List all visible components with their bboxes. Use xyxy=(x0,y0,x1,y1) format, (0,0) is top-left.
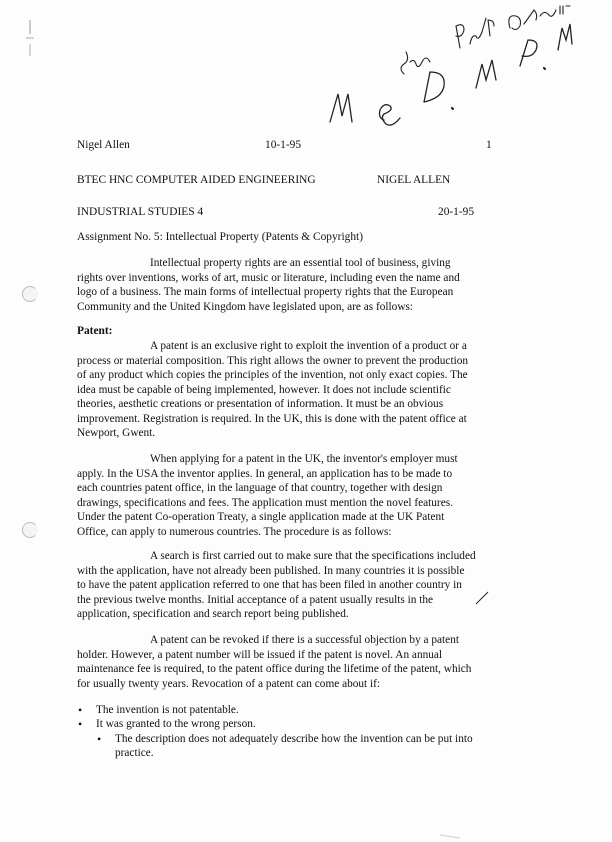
text-line: for usually twenty years. Revocation of a patent can come about if: xyxy=(77,677,381,690)
bullet-icon: • xyxy=(78,703,83,717)
bullet-icon: • xyxy=(78,717,83,731)
text-line: the previous twelve months. Initial acceptance of a patent usually results in the xyxy=(77,593,434,606)
bullet-item: The invention is not patentable. xyxy=(96,704,239,716)
text-line: rights over inventions, works of art, music or literature, including even the name and xyxy=(77,271,460,284)
text-line: logo of a business. The main forms of intellectual property rights that the European xyxy=(77,286,454,299)
text-line: A patent is an exclusive right to exploit the invention of a product or a xyxy=(150,340,467,352)
text-line: Office, can apply to numerous countries. The procedure is as follows: xyxy=(77,525,392,538)
due-date: 20-1-95 xyxy=(438,206,475,218)
handwriting-annotation-1 xyxy=(401,6,570,74)
text-line: A patent can be revoked if there is a successful objection by a patent xyxy=(150,634,459,646)
course-title: BTEC HNC COMPUTER AIDED ENGINEERING xyxy=(77,174,316,186)
text-line: Community and the United Kingdom have legislated upon, are as follows: xyxy=(77,300,414,313)
text-line: holder. However, a patent number will be issued if the patent is novel. An annual xyxy=(77,648,443,661)
handwriting-annotation-2 xyxy=(330,24,572,125)
text-line: improvement. Registration is required. In the UK, this is done with the patent office at xyxy=(77,412,467,425)
bullet-item: It was granted to the wrong person. xyxy=(96,718,256,730)
sub-bullet-item-line: practice. xyxy=(115,747,154,759)
text-line: maintenance fee is required, to the patent office during the lifetime of the patent, which xyxy=(77,663,472,676)
text-line: Under the patent Co-operation Treaty, a single application made at the UK Patent xyxy=(77,511,445,524)
module-title: INDUSTRIAL STUDIES 4 xyxy=(77,206,204,218)
assignment-title: Assignment No. 5: Intellectual Property (Patents & Copyright) xyxy=(77,231,363,243)
section-heading-patent: Patent: xyxy=(77,325,113,337)
text-line: Newport, Gwent. xyxy=(77,427,156,440)
text-line: each countries patent office, in the language of that country, together with design xyxy=(77,482,443,495)
text-line: of any product which copies the principles of the invention, not only exact copies. The xyxy=(77,369,468,382)
sub-bullet-item-line: The description does not adequately describe how the invention can be put into xyxy=(115,733,473,745)
text-line: Intellectual property rights are an essential tool of business, giving xyxy=(150,257,451,269)
text-line: When applying for a patent in the UK, the inventor's employer must xyxy=(150,453,458,465)
patent-paragraph-2 xyxy=(77,452,495,539)
text-line: A search is first carried out to make sure that the specifications included xyxy=(150,550,476,562)
page-number: 1 xyxy=(486,139,492,151)
patent-paragraph-3 xyxy=(77,549,495,622)
header-author: Nigel Allen xyxy=(77,139,130,151)
text-line: idea must be capable of being implemented, however. It does not include scientific xyxy=(77,383,451,396)
text-line: process or material composition. This right allows the owner to prevent the production xyxy=(77,354,469,367)
intro-paragraph xyxy=(77,256,495,314)
patent-paragraph-4 xyxy=(77,633,495,691)
header-date: 10-1-95 xyxy=(265,139,302,151)
student-name: NIGEL ALLEN xyxy=(377,174,451,186)
text-line: to have the patent application referred to one that has been filed in another country in xyxy=(77,579,462,592)
text-line: application, specification and search report being published. xyxy=(77,608,349,621)
patent-paragraph-1 xyxy=(77,339,495,441)
text-line: apply. In the USA the inventor applies. In general, an application has to be made to xyxy=(77,467,453,480)
sub-bullet-icon: • xyxy=(97,732,102,746)
text-line: with the application, have not already been published. In many countries it is possible xyxy=(77,564,465,577)
text-line: drawings, specifications and fees. The application must mention the novel features. xyxy=(77,496,453,509)
text-line: theories, aesthetic creations or presentation of information. It must be an obvious xyxy=(77,398,444,411)
